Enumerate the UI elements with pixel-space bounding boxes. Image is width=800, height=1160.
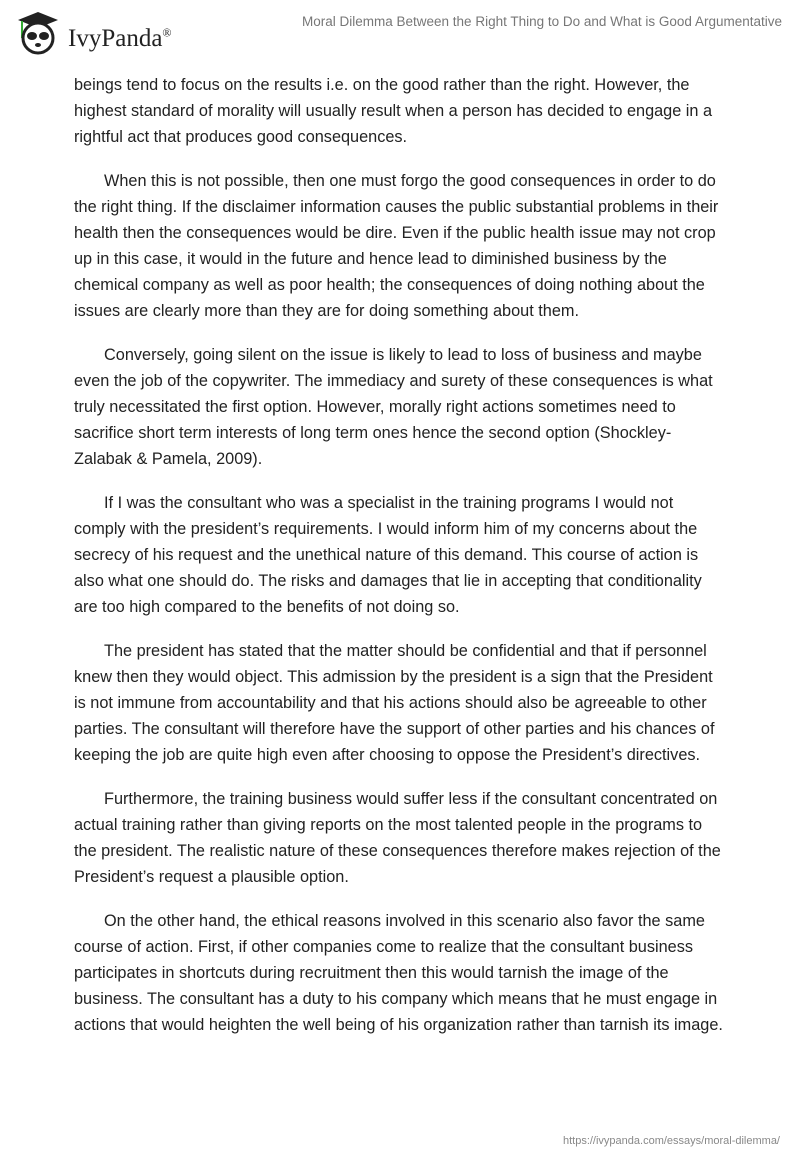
paragraph: Conversely, going silent on the issue is likely to lead to loss of business and maybe even the job of the copywriter. The immediacy and surety of these consequences is what truly necessitated the first option. However, morally right actions sometimes need to sacrifice short term interests of long term ones hence the second option (Shockley-Zalabak & Pamela, 2009). (74, 346, 713, 468)
paragraph: Furthermore, the training business would suffer less if the consultant concentrated on actual training rather than giving reports on the most talented people in the programs to the president. The realistic nature of these consequences therefore makes rejection of the President’s request a plausible option. (74, 790, 721, 886)
essay-body (74, 72, 728, 1056)
paragraph: If I was the consultant who was a specialist in the training programs I would not comply with the president’s requirements. I would inform him of my concerns about the secrecy of his request and the unethical nature of this demand. This course of action is also what one should do. The risks and damages that lie in accepting that conditionality are too high compared to the benefits of not doing so. (74, 494, 702, 616)
paragraph: On the other hand, the ethical reasons involved in this scenario also favor the same course of action. First, if other companies come to realize that the consultant business participates in shortcuts during recruitment then this would tarnish the image of the business. The consultant has a duty to his company which means that he must engage in actions that would heighten the well being of his organization rather than tarnish its image. (74, 912, 723, 1034)
paragraph: When this is not possible, then one must forgo the good consequences in order to do the right thing. If the disclaimer information causes the public substantial problems in their health then the consequences would be dire. Even if the public health issue may not crop up in this case, it would in the future and hence lead to diminished business by the chemical company as well as poor health; the consequences of doing nothing about the issues are clearly more than they are for doing something about them. (74, 172, 719, 320)
paragraph: beings tend to focus on the results i.e. on the good rather than the right. However, the highest standard of morality will usually result when a person has decided to engage in a rightful act that produces good consequences. (74, 76, 713, 146)
document-title: Moral Dilemma Between the Right Thing to Do and What is Good Argumentative (302, 14, 782, 29)
paragraph: The president has stated that the matter should be confidential and that if personnel knew then they would object. This admission by the president is a sign that the President is not immune from accountability and that his actions should also be agreeable to other parties. The consultant will therefore have the support of other parties and his chances of keeping the job are quite high even after choosing to oppose the President’s directives. (74, 642, 715, 764)
source-url-link[interactable]: https://ivypanda.com/essays/moral-dilemma/ (562, 1135, 780, 1147)
panda-logo-icon (14, 8, 62, 56)
logo-text: IvyPanda® (68, 25, 172, 52)
logo[interactable] (14, 8, 172, 56)
